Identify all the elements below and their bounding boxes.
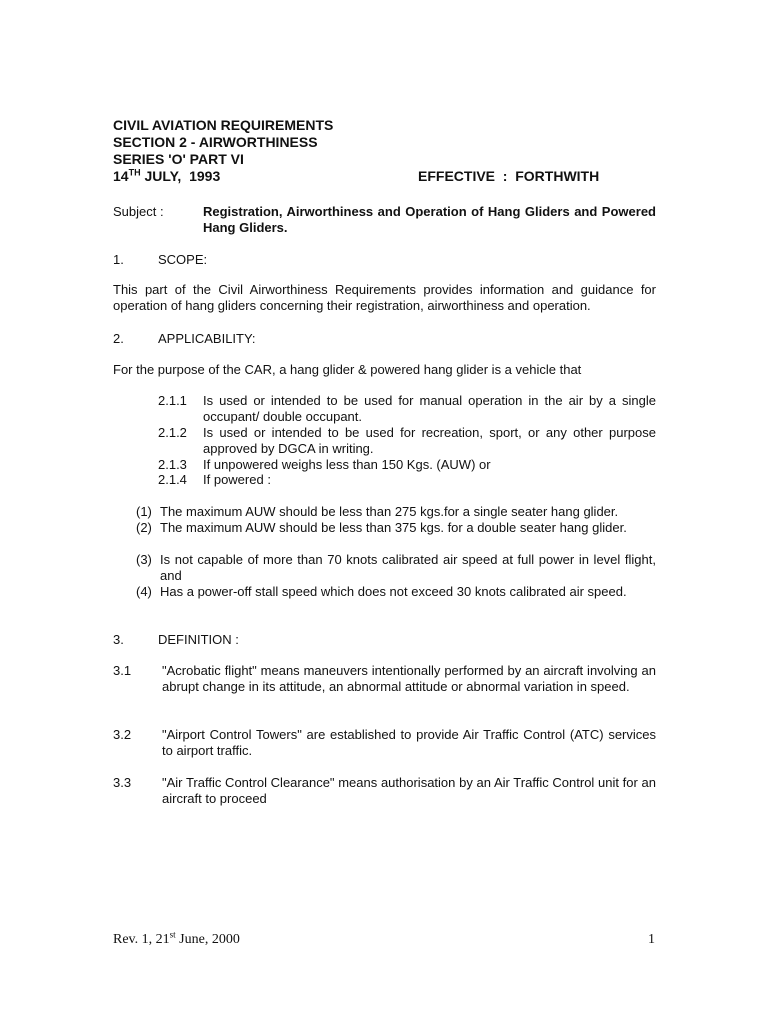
item-text: Is used or intended to be used for recreation, sport, or any other purpose approved by DGCA in writing.	[203, 425, 656, 456]
header-section: SECTION 2 - AIRWORTHINESS	[113, 134, 318, 150]
header-title-car: CIVIL AVIATION REQUIREMENTS	[113, 117, 334, 133]
item-number: 2.1.4	[158, 472, 187, 487]
applicability-number: 2.	[113, 331, 124, 346]
scope-text: This part of the Civil Airworthiness Requirements provides information and guidance for operation of hang gliders concerning their registration, airworthiness and operation.	[113, 282, 656, 313]
scope-heading: SCOPE:	[158, 252, 208, 267]
applicability-heading: APPLICABILITY:	[158, 331, 256, 346]
rev-suffix: June, 2000	[175, 932, 240, 947]
list-number: (4)	[136, 584, 152, 599]
rev-sup: st	[169, 929, 176, 940]
subject-text: Registration, Airworthiness and Operation of Hang Gliders and Powered Hang Gliders.	[203, 204, 656, 235]
definition-item-text: "Air Traffic Control Clearance" means authorisation by an Air Traffic Control unit for an aircraft to proceed	[162, 775, 656, 806]
header-series: SERIES 'O' PART VI	[113, 151, 244, 167]
subject-label: Subject :	[113, 204, 164, 219]
applicability-intro: For the purpose of the CAR, a hang glider & powered hang glider is a vehicle that	[113, 362, 582, 377]
definition-item-text: "Airport Control Towers" are established to provide Air Traffic Control (ATC) services to airport traffic.	[162, 727, 656, 758]
scope-number: 1.	[113, 252, 124, 267]
item-text: If powered :	[203, 472, 271, 487]
item-number: 2.1.2	[158, 425, 187, 440]
list-item: The maximum AUW should be less than 275 kgs.for a single seater hang glider.	[160, 504, 619, 519]
definition-item-number: 3.2	[113, 727, 132, 742]
list-item: The maximum AUW should be less than 375 kgs. for a double seater hang glider.	[160, 520, 627, 535]
page-number: 1	[648, 932, 655, 947]
list-number: (2)	[136, 520, 152, 535]
definition-heading: DEFINITION :	[158, 632, 239, 647]
date-suffix: TH	[128, 167, 141, 178]
footer-revision	[113, 929, 240, 948]
list-number: (1)	[136, 504, 152, 519]
definition-number: 3.	[113, 632, 124, 647]
list-item: Is not capable of more than 70 knots calibrated air speed at full power in level flight, and	[160, 552, 656, 583]
header-date	[113, 168, 220, 185]
list-number: (3)	[136, 552, 152, 567]
item-text: If unpowered weighs less than 150 Kgs. (AUW) or	[203, 457, 491, 472]
item-text: Is used or intended to be used for manual operation in the air by a single occupant/ double occupant.	[203, 393, 656, 424]
date-day: 14	[113, 168, 129, 184]
list-item: Has a power-off stall speed which does not exceed 30 knots calibrated air speed.	[160, 584, 627, 599]
date-rest: JULY, 1993	[140, 168, 221, 184]
item-number: 2.1.1	[158, 393, 187, 408]
definition-item-number: 3.1	[113, 663, 132, 678]
definition-item-number: 3.3	[113, 775, 132, 790]
rev-prefix: Rev. 1, 21	[113, 932, 170, 947]
item-number: 2.1.3	[158, 457, 187, 472]
definition-item-text: "Acrobatic flight" means maneuvers intentionally performed by an aircraft involving an abrupt change in its attitude, an abnormal attitude or abnormal variation in speed.	[162, 663, 656, 694]
header-effective: EFFECTIVE : FORTHWITH	[418, 168, 600, 184]
